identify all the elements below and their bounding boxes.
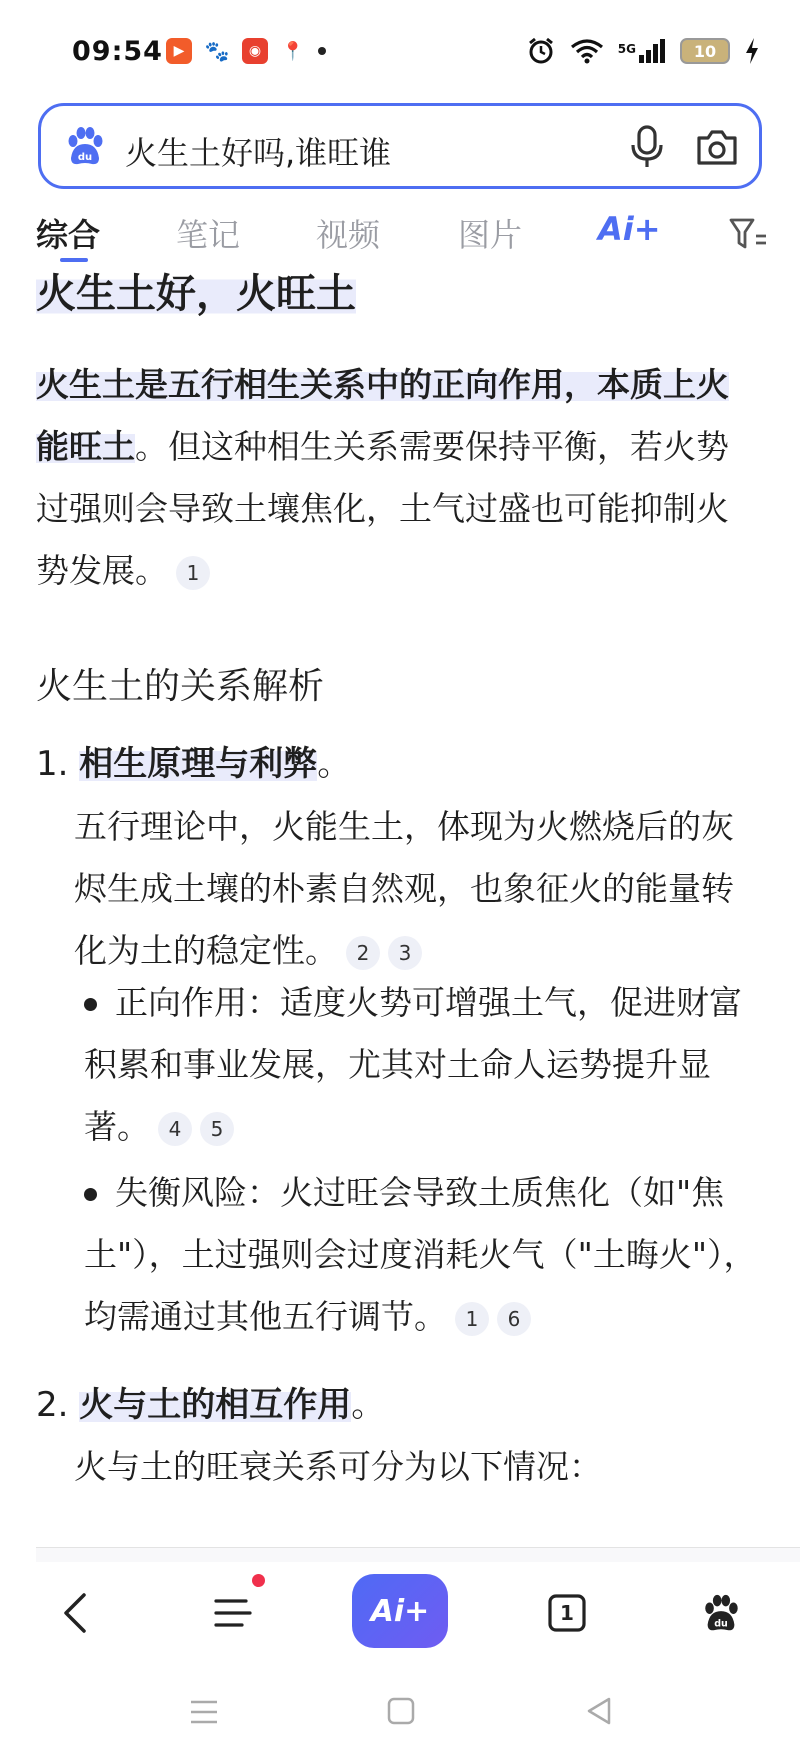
back-button[interactable] [40, 1578, 110, 1648]
more-notifications-dot-icon [318, 47, 326, 55]
wifi-icon [570, 38, 604, 64]
status-time: 09:54 [72, 36, 163, 67]
status-bar [0, 0, 800, 100]
citation-badge[interactable]: 1 [176, 556, 210, 590]
citation-badge[interactable]: 6 [497, 1302, 531, 1336]
notification-icons [166, 38, 326, 64]
bottom-toolbar [0, 1562, 800, 1666]
alarm-icon [526, 36, 556, 66]
battery-icon: 10 [680, 38, 730, 64]
back-arrow-icon [60, 1591, 90, 1635]
citation-badge[interactable]: 2 [346, 936, 380, 970]
tab-ai[interactable]: Ai+ [598, 210, 661, 248]
tab-images[interactable]: 图片 [458, 216, 523, 254]
tab-videos[interactable]: 视频 [316, 216, 381, 254]
citation-badge[interactable]: 3 [388, 936, 422, 970]
filter-icon[interactable] [728, 216, 768, 252]
menu-badge-dot [252, 1574, 265, 1587]
section-title: 火生土的关系解析 [36, 666, 325, 707]
tab-all[interactable]: 综合 [36, 216, 101, 254]
system-navigation-bar [0, 1666, 800, 1758]
answer-heading: 火生土好，火旺土 [36, 271, 356, 317]
bullet-dot [84, 998, 97, 1011]
bullet-item: 正向作用：适度火势可增强土气，促进财富积累和事业发展，尤其对土命人运势提升显著。 4 5 [84, 983, 742, 1146]
table-top-edge [36, 1547, 800, 1562]
tab-notes[interactable]: 笔记 [176, 216, 241, 254]
bullet-item: 失衡风险：火过旺会导致土质焦化（如"焦土"），土过强则会过度消耗火气（"土晦火"），均需通过其他五行调节。 1 6 [84, 1173, 757, 1336]
answer-intro [36, 354, 756, 602]
app-notification-icon: ◉ [242, 38, 268, 64]
baidu-notification-icon: 🐾 [204, 39, 230, 63]
menu-icon [213, 1596, 253, 1630]
baidu-paw-icon [700, 1592, 742, 1634]
search-box[interactable] [38, 103, 762, 189]
video-app-notification-icon: ▶ [166, 38, 192, 64]
camera-icon[interactable] [695, 126, 739, 168]
search-tabs [0, 206, 800, 260]
home-icon[interactable] [386, 1696, 416, 1726]
ai-answer-content [0, 262, 800, 1562]
recent-apps-icon[interactable] [188, 1698, 220, 1726]
baidu-home-button[interactable] [686, 1578, 756, 1648]
ai-assistant-button[interactable]: Ai+ [352, 1574, 448, 1648]
bullet-dot [84, 1188, 97, 1201]
intro-bold-text: 火生土是五行相生关系中的正向作用，本质上火能旺土 [36, 365, 729, 466]
search-input[interactable]: 火生土好吗,谁旺谁 [125, 134, 392, 172]
map-notification-icon: 📍 [281, 40, 305, 62]
charging-icon [744, 37, 760, 65]
network-type-label: 5G [617, 42, 636, 56]
list-item-heading: 1. 相生原理与利弊。 [36, 744, 352, 784]
list-item-body: 五行理论中，火能生土，体现为火燃烧后的灰烬生成土壤的朴素自然观，也象征火的能量转化为土的稳定性。 2 3 [74, 807, 734, 970]
back-nav-icon[interactable] [584, 1696, 614, 1726]
tab-count: 1 [560, 1601, 574, 1625]
list-item-body: 火与土的旺衰关系可分为以下情况： [74, 1447, 602, 1486]
svg-text:du: du [77, 152, 93, 163]
menu-button[interactable] [198, 1578, 268, 1648]
citation-badge[interactable]: 5 [200, 1112, 234, 1146]
microphone-icon[interactable] [627, 124, 667, 170]
baidu-paw-logo-icon [63, 124, 107, 168]
list-item-heading: 2. 火与土的相互作用。 [36, 1385, 386, 1425]
intro-text: 。但这种相生关系需要保持平衡，若火势过强则会导致土壤焦化，土气过盛也可能抑制火势发展。 [36, 427, 729, 590]
system-icons [526, 36, 760, 66]
citation-badge[interactable]: 4 [158, 1112, 192, 1146]
signal-icon [638, 38, 666, 64]
citation-badge[interactable]: 1 [455, 1302, 489, 1336]
tabs-button[interactable] [532, 1578, 602, 1648]
svg-text:du: du [714, 1618, 728, 1630]
